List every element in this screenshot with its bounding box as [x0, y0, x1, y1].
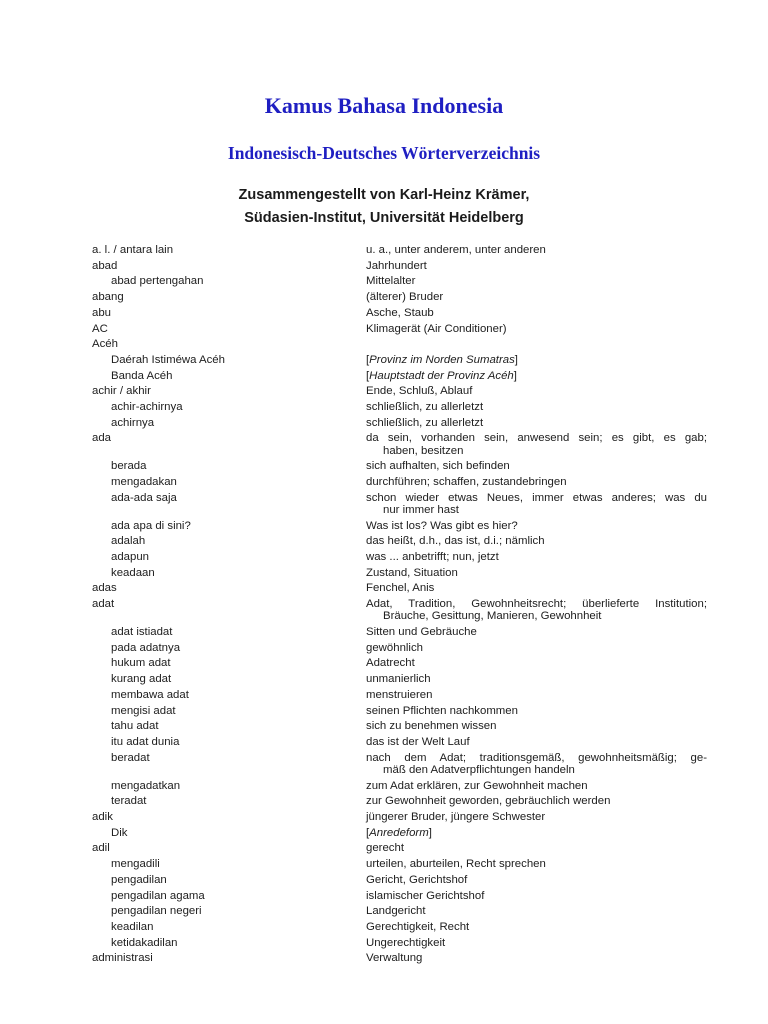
- dictionary-entries: [92, 244, 707, 965]
- term-text: ketidakadilan: [111, 936, 178, 949]
- term-text: pengadilan agama: [111, 889, 205, 902]
- translation-line: Verwaltung: [366, 952, 423, 965]
- term-text: ada apa di sini?: [111, 519, 191, 532]
- term-text: teradat: [111, 795, 147, 808]
- translation-line: nach dem Adat; traditionsgemäß, gewohnheitsmäßig; ge-: [366, 751, 707, 764]
- dictionary-entry-row: [92, 275, 707, 287]
- translation-text: [366, 492, 707, 516]
- dictionary-entry-row: [92, 244, 707, 256]
- translation-line: Bräuche, Gesittung, Manieren, Gewohnheit: [383, 610, 602, 623]
- translation-text: [366, 567, 707, 579]
- translation-text: [366, 858, 707, 870]
- translation-text: [366, 720, 707, 732]
- term-text: kurang adat: [111, 673, 172, 686]
- term-text: tahu adat: [111, 720, 159, 733]
- translation-line: Gerechtigkeit, Recht: [366, 920, 470, 933]
- translation-line: durchführen; schaffen, zustandebringen: [366, 476, 567, 489]
- term-text: membawa adat: [111, 688, 189, 701]
- term-text: itu adat dunia: [111, 736, 180, 748]
- translation-text: [366, 260, 707, 272]
- term-text: keadaan: [111, 566, 155, 579]
- translation-text: [366, 642, 707, 654]
- translation-line: seinen Pflichten nachkommen: [366, 704, 518, 717]
- translation-text: [366, 385, 707, 397]
- dictionary-entry-row: [92, 736, 707, 748]
- dictionary-entry-row: [92, 291, 707, 303]
- translation-line: Asche, Staub: [366, 306, 434, 319]
- translation-line: u. a., unter anderem, unter anderen: [366, 244, 546, 256]
- translation-text: [366, 905, 707, 917]
- translation-line: Klimagerät (Air Conditioner): [366, 322, 507, 335]
- translation-line: sich aufhalten, sich befinden: [366, 460, 510, 473]
- dictionary-entry-row: [92, 598, 707, 622]
- translation-line: Adat, Tradition, Gewohnheitsrecht; überlieferte Institution;: [366, 598, 707, 611]
- term-text: abu: [92, 306, 112, 319]
- term-text: abad pertengahan: [111, 275, 204, 288]
- translation-line: Mittelalter: [366, 275, 416, 288]
- translation-text: [366, 890, 707, 902]
- dictionary-entry-row: [92, 323, 707, 335]
- translation-text: [366, 780, 707, 792]
- translation-line: was ... anbetrifft; nun, jetzt: [366, 551, 499, 564]
- translation-text: [366, 354, 707, 366]
- dictionary-entry-row: [92, 827, 707, 839]
- dictionary-entry-row: [92, 952, 707, 964]
- translation-text: [366, 842, 707, 854]
- term-text: mengadili: [111, 858, 160, 871]
- dictionary-entry-row: [92, 460, 707, 472]
- translation-text: [366, 952, 707, 964]
- translation-text: [366, 921, 707, 933]
- translation-line: unmanierlich: [366, 673, 431, 686]
- term-text: mengisi adat: [111, 704, 176, 717]
- dictionary-entry-row: [92, 811, 707, 823]
- term-text: pengadilan negeri: [111, 905, 202, 918]
- dictionary-entry-row: [92, 260, 707, 272]
- translation-text: [366, 657, 707, 669]
- term-text: Acéh: [92, 338, 118, 351]
- translation-text: [366, 551, 707, 563]
- translation-text: [366, 937, 707, 949]
- term-text: adat: [92, 598, 115, 611]
- dictionary-entry-row: [92, 401, 707, 413]
- translation-line: urteilen, aburteilen, Recht sprechen: [366, 858, 546, 871]
- dictionary-entry-row: [92, 858, 707, 870]
- translation-text: [366, 432, 707, 456]
- translation-line: gewöhnlich: [366, 641, 423, 654]
- translation-line: Ungerechtigkeit: [366, 936, 446, 949]
- translation-text: [366, 582, 707, 594]
- dictionary-entry-row: [92, 385, 707, 397]
- term-text: adapun: [111, 551, 150, 564]
- translation-text: [366, 874, 707, 886]
- translation-line: zum Adat erklären, zur Gewohnheit machen: [366, 779, 588, 792]
- dictionary-entry-row: [92, 905, 707, 917]
- dictionary-entry-row: [92, 520, 707, 532]
- translation-text: [366, 307, 707, 319]
- term-text: ada-ada saja: [111, 491, 177, 504]
- dictionary-entry-row: [92, 705, 707, 717]
- page-subtitle: Indonesisch-Deutsches Wörterverzeichnis: [227, 143, 541, 163]
- term-text: achir / akhir: [92, 385, 151, 398]
- dictionary-entry-row: [92, 689, 707, 701]
- translation-line: Adatrecht: [366, 657, 415, 670]
- dictionary-entry-row: [92, 476, 707, 488]
- dictionary-entry-row: [92, 874, 707, 886]
- dictionary-entry-row: [92, 937, 707, 949]
- dictionary-entry-row: [92, 307, 707, 319]
- term-text: abad: [92, 259, 118, 272]
- term-text: berada: [111, 460, 147, 473]
- dictionary-entry-row: [92, 535, 707, 547]
- translation-text: [366, 736, 707, 748]
- translation-line: sich zu benehmen wissen: [366, 720, 497, 733]
- term-text: AC: [92, 322, 108, 335]
- dictionary-entry-row: [92, 626, 707, 638]
- term-text: pada adatnya: [111, 641, 181, 654]
- term-text: keadilan: [111, 920, 154, 933]
- translation-line: [Provinz im Norden Sumatras]: [366, 353, 518, 366]
- translation-text: [366, 291, 707, 303]
- translation-text: [366, 827, 707, 839]
- translation-line: haben, besitzen: [383, 444, 464, 457]
- dictionary-entry-row: [92, 370, 707, 382]
- translation-text: [366, 811, 707, 823]
- translation-text: [366, 460, 707, 472]
- translation-line: Zustand, Situation: [366, 566, 458, 579]
- translation-line: Fenchel, Anis: [366, 582, 435, 595]
- dictionary-entry-row: [92, 657, 707, 669]
- term-text: abang: [92, 291, 124, 304]
- translation-text: [366, 417, 707, 429]
- dictionary-entry-row: [92, 432, 707, 456]
- term-text: achirnya: [111, 416, 155, 429]
- translation-line: schon wieder etwas Neues, immer etwas anderes; was du: [366, 491, 707, 504]
- term-text: Banda Acéh: [111, 369, 173, 382]
- translation-line: Gericht, Gerichtshof: [366, 873, 468, 886]
- dictionary-entry-row: [92, 354, 707, 366]
- translation-line: nur immer hast: [383, 503, 459, 516]
- translation-text: [366, 705, 707, 717]
- byline-line-2: Südasien-Institut, Universität Heidelberg: [244, 210, 524, 226]
- dictionary-entry-row: [92, 582, 707, 594]
- translation-line: das heißt, d.h., das ist, d.i.; nämlich: [366, 535, 545, 548]
- translation-text: [366, 275, 707, 287]
- term-text: ada: [92, 432, 112, 445]
- translation-line: mäß den Adatverpflichtungen handeln: [383, 763, 575, 776]
- term-text: achir-achirnya: [111, 401, 183, 414]
- term-text: Daérah Istiméwa Acéh: [111, 353, 225, 366]
- translation-line: [Hauptstadt der Provinz Acéh]: [366, 369, 517, 382]
- translation-text: [366, 626, 707, 638]
- dictionary-entry-row: [92, 492, 707, 516]
- byline: [0, 184, 768, 230]
- term-text: adas: [92, 582, 117, 595]
- translation-text: [366, 673, 707, 685]
- translation-text: [366, 689, 707, 701]
- term-text: Dik: [111, 826, 128, 839]
- translation-text: [366, 323, 707, 335]
- term-text: adalah: [111, 535, 146, 548]
- term-text: adil: [92, 842, 110, 855]
- translation-text: [366, 535, 707, 547]
- dictionary-entry-row: [92, 842, 707, 854]
- dictionary-entry-row: [92, 338, 707, 350]
- translation-line: Was ist los? Was gibt es hier?: [366, 519, 518, 532]
- page-title: Kamus Bahasa Indonesia: [264, 93, 504, 118]
- term-text: administrasi: [92, 952, 153, 965]
- term-text: adik: [92, 811, 113, 824]
- dictionary-entry-row: [92, 567, 707, 579]
- dictionary-entry-row: [92, 642, 707, 654]
- translation-line: (älterer) Bruder: [366, 291, 444, 304]
- translation-line: da sein, vorhanden sein, anwesend sein; es gibt, es gab;: [366, 432, 707, 445]
- translation-text: [366, 598, 707, 622]
- translation-line: zur Gewohnheit geworden, gebräuchlich werden: [366, 795, 611, 808]
- dictionary-entry-row: [92, 752, 707, 776]
- dictionary-entry-row: [92, 921, 707, 933]
- dictionary-entry-row: [92, 795, 707, 807]
- translation-line: Sitten und Gebräuche: [366, 626, 477, 639]
- translation-line: das ist der Welt Lauf: [366, 736, 470, 748]
- translation-line: jüngerer Bruder, jüngere Schwester: [366, 811, 546, 824]
- translation-line: Ende, Schluß, Ablauf: [366, 385, 473, 398]
- translation-line: Jahrhundert: [366, 259, 427, 272]
- term-text: mengadatkan: [111, 779, 181, 792]
- translation-line: schließlich, zu allerletzt: [366, 416, 484, 429]
- translation-text: [366, 244, 707, 256]
- byline-line-1: Zusammengestellt von Karl-Heinz Krämer,: [238, 187, 530, 203]
- term-text: adat istiadat: [111, 626, 173, 639]
- translation-text: [366, 401, 707, 413]
- term-text: pengadilan: [111, 873, 167, 886]
- translation-text: [366, 476, 707, 488]
- translation-text: [366, 752, 707, 776]
- dictionary-entry-row: [92, 890, 707, 902]
- translation-text: [366, 370, 707, 382]
- term-text: hukum adat: [111, 657, 171, 670]
- dictionary-entry-row: [92, 780, 707, 792]
- translation-line: gerecht: [366, 842, 404, 855]
- term-text: mengadakan: [111, 476, 177, 489]
- translation-line: menstruieren: [366, 688, 433, 701]
- translation-text: [366, 520, 707, 532]
- term-text: beradat: [111, 751, 150, 764]
- translation-line: islamischer Gerichtshof: [366, 889, 485, 902]
- translation-line: [Anredeform]: [366, 826, 432, 839]
- dictionary-entry-row: [92, 720, 707, 732]
- dictionary-entry-row: [92, 417, 707, 429]
- translation-line: schließlich, zu allerletzt: [366, 401, 484, 414]
- dictionary-entry-row: [92, 673, 707, 685]
- translation-text: [366, 795, 707, 807]
- dictionary-entry-row: [92, 551, 707, 563]
- translation-line: Landgericht: [366, 905, 426, 918]
- term-text: a. l. / antara lain: [92, 244, 174, 256]
